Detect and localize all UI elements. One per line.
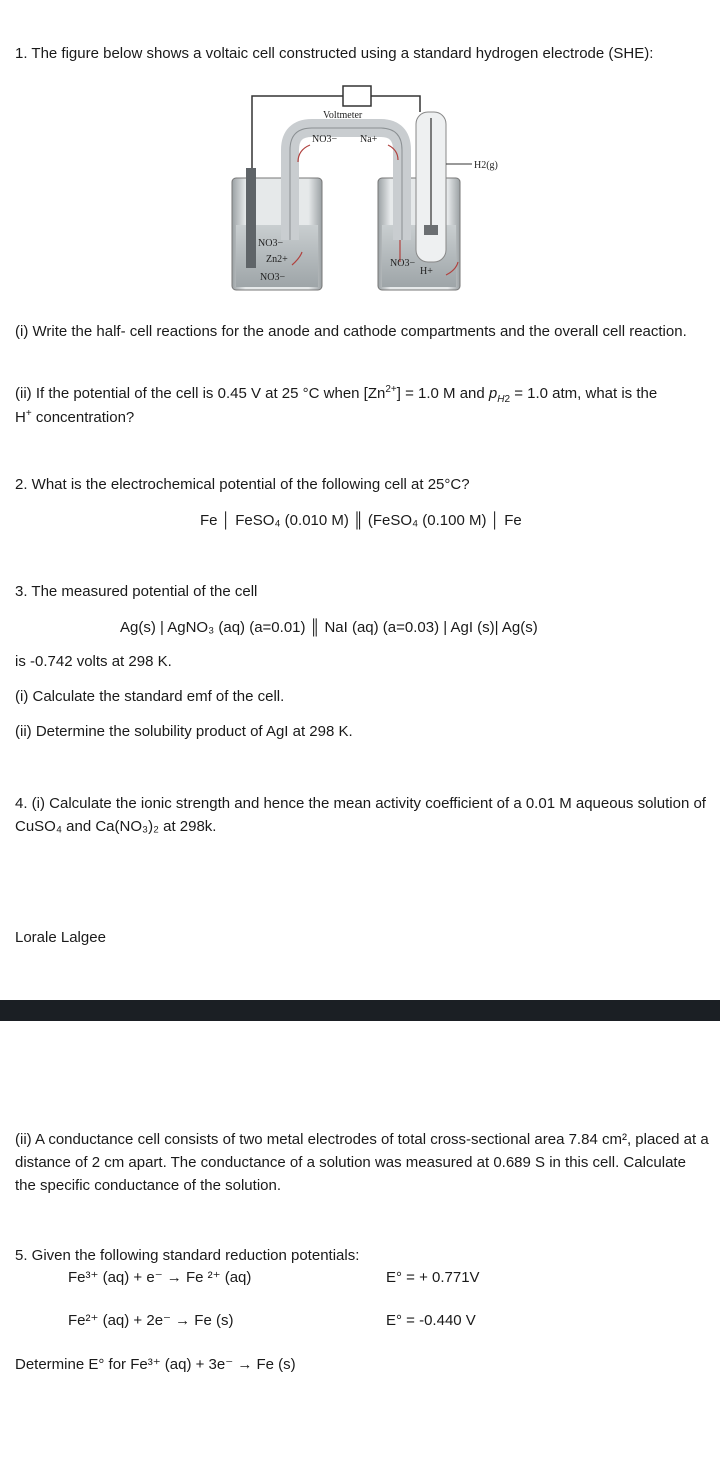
q4-part-i: 4. (i) Calculate the ionic strength and hence the mean activity coefficient of a 0.01 M aqueous solution of CuSO₄ and Ca(NO₃)₂ at 298k.	[15, 795, 706, 835]
q4-part-ii: (ii) A conductance cell consists of two metal electrodes of total cross-sectional area 7.84 cm², placed at a distance of 2 cm apart. The conductance of a solution was measured at 0.689 S in this cell. Calculate the specific conductance of the solution.	[15, 1131, 709, 1194]
q3-intro: 3. The measured potential of the cell	[15, 583, 258, 600]
q5-task: Determine E° for Fe³⁺ (aq) + 3e⁻ → Fe (s)	[15, 1356, 296, 1373]
bridge-left-ion: NO3−	[312, 134, 338, 145]
left-ion-1: NO3−	[258, 238, 284, 249]
left-ion-3: NO3−	[260, 272, 286, 283]
right-ion-1: NO3−	[390, 258, 416, 269]
q5-eq2: Fe²⁺ (aq) + 2e⁻ → Fe (s)	[68, 1312, 234, 1329]
bridge-right-ion: Na+	[360, 134, 378, 145]
q5-eq2-potential: E° = -0.440 V	[386, 1312, 476, 1329]
q1-intro: 1. The figure below shows a voltaic cell constructed using a standard hydrogen electrode (SHE):	[15, 45, 654, 62]
q1-part-ii-line2: H+ concentration?	[15, 408, 135, 426]
voltmeter-box	[343, 86, 371, 106]
q1-part-ii: (ii) If the potential of the cell is 0.45 V at 25 °C when $[Zn^{2+}] = 1.0$ M and $p_{H2} = 1.0$ atm, what is the	[15, 384, 658, 405]
q1-part-i: (i) Write the half- cell reactions for the anode and cathode compartments and the overall cell reaction.	[15, 323, 687, 340]
q5-eq1: Fe³⁺ (aq) + e⁻ → Fe ²⁺ (aq)	[68, 1269, 252, 1286]
q3-value: is -0.742 volts at 298 K.	[15, 653, 172, 670]
voltmeter-label: Voltmeter	[323, 110, 363, 121]
gas-label: H2(g)	[474, 160, 498, 171]
left-ion-2: Zn2+	[266, 254, 288, 265]
divider-band	[0, 1000, 720, 1021]
q2-question: 2. What is the electrochemical potential of the following cell at 25°C?	[15, 476, 470, 493]
q5-eq1-potential: E° = + 0.771V	[386, 1269, 480, 1286]
zinc-electrode	[246, 168, 256, 268]
q3-part-ii: (ii) Determine the solubility product of AgI at 298 K.	[15, 723, 353, 740]
voltaic-cell-figure	[0, 0, 720, 300]
q5-intro: 5. Given the following standard reduction potentials:	[15, 1247, 360, 1264]
q3-cell-notation: Ag(s) | AgNO₃ (aq) (a=0.01) ║ NaI (aq) (a=0.03) | AgI (s)| Ag(s)	[120, 619, 538, 636]
platinum-electrode	[424, 225, 438, 235]
wire-right	[371, 96, 420, 112]
q2-cell-notation: Fe │ FeSO₄ (0.010 M) ║ (FeSO₄ (0.100 M) │ Fe	[200, 512, 522, 529]
q3-part-i: (i) Calculate the standard emf of the cell.	[15, 688, 285, 705]
right-ion-2: H+	[420, 266, 433, 277]
author-name: Lorale Lalgee	[15, 929, 106, 946]
